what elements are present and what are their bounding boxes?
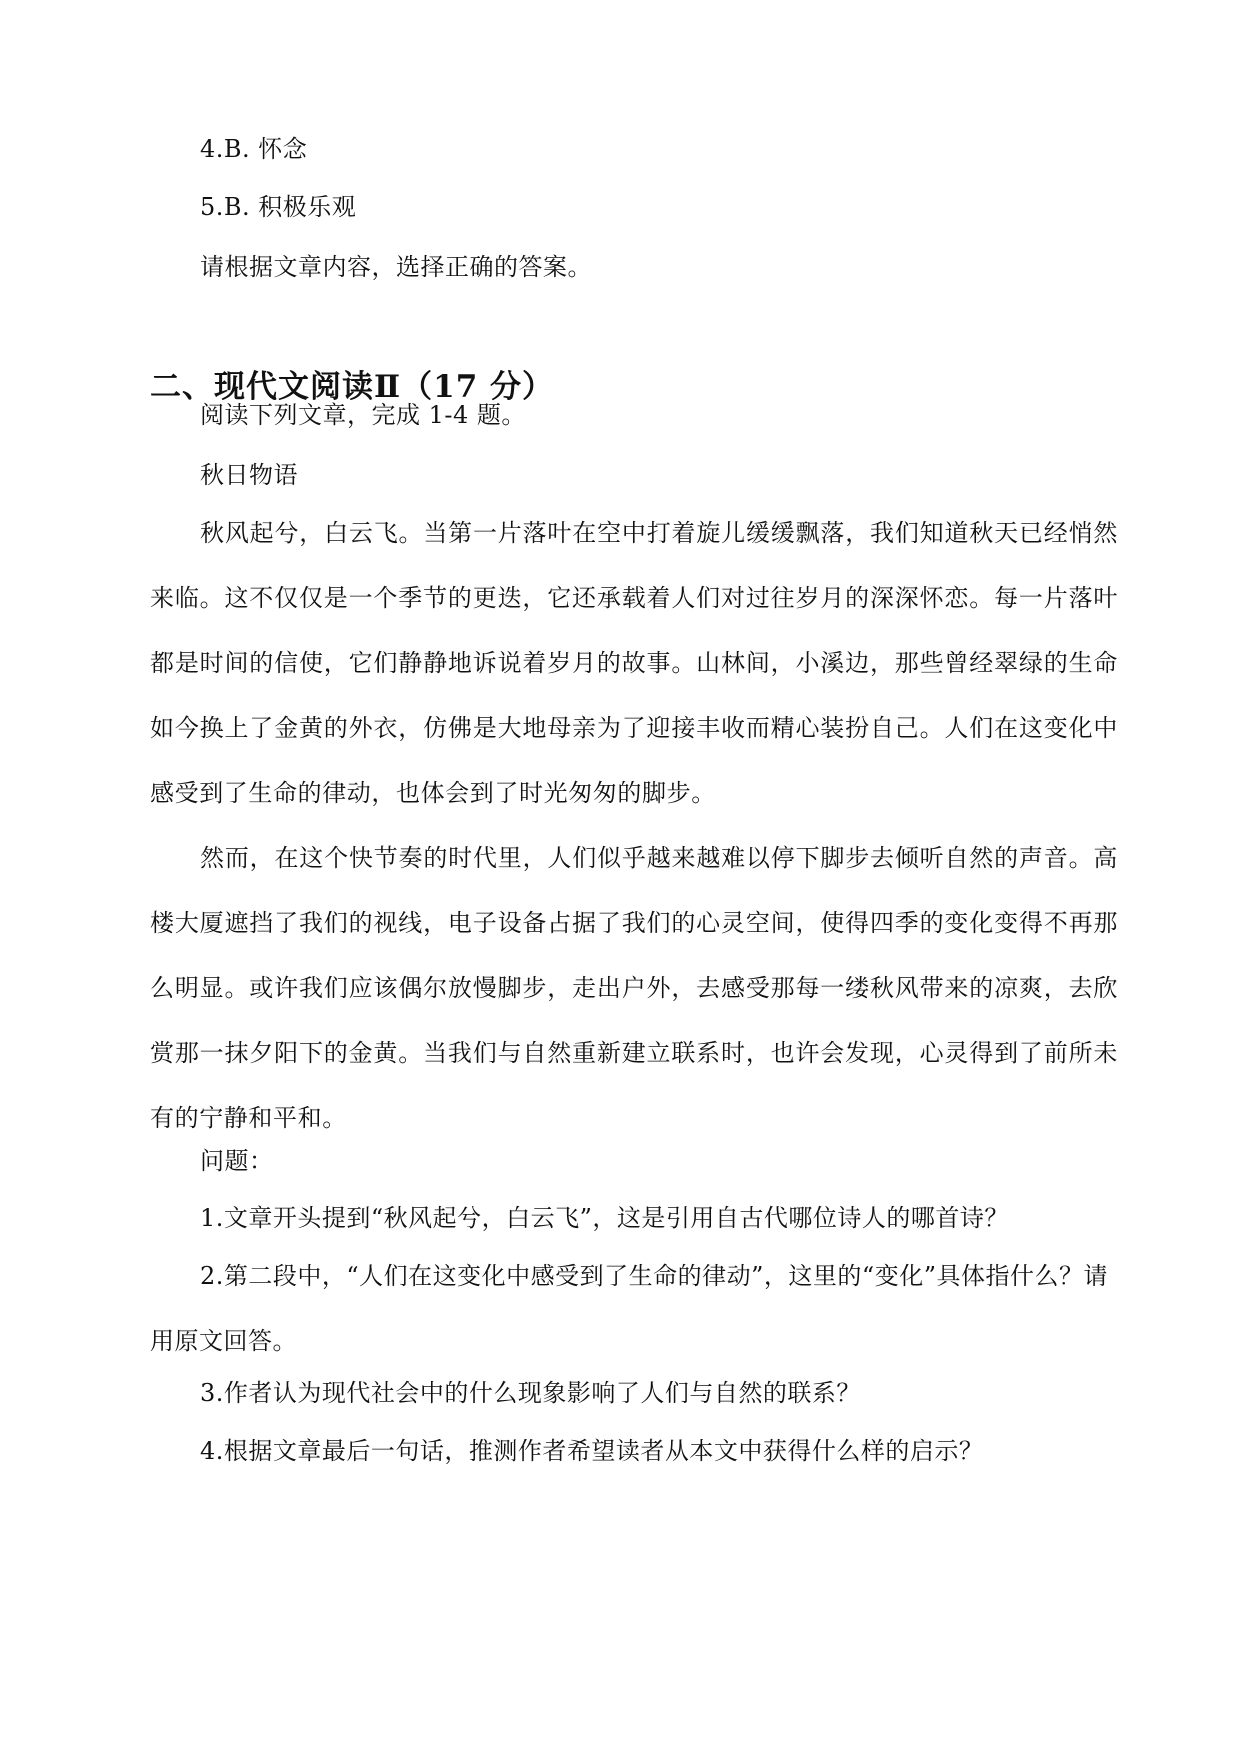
article-title: 秋日物语 xyxy=(200,461,298,489)
question-3: 3.作者认为现代社会中的什么现象影响了人们与自然的联系？ xyxy=(200,1379,861,1407)
article-paragraph-1: 秋风起兮，白云飞。当第一片落叶在空中打着旋儿缓缓飘落，我们知道秋天已经悄然来临。这不仅仅是一个季节的更迭，它还承载着人们对过往岁月的深深怀恋。每一片落叶都是时间的信使，它们静静地诉说着岁月的故事。山林间，小溪边，那些曾经翠绿的生命如今换上了金黄的外衣，仿佛是大地母亲为了迎接丰收而精心装扮自己。人们在这变化中感受到了生命的律动，也体会到了时光匆匆的脚步。 xyxy=(150,519,1118,807)
answer-line-5: 5.B. 积极乐观 xyxy=(200,193,357,221)
question-4: 4.根据文章最后一句话，推测作者希望读者从本文中获得什么样的启示？ xyxy=(200,1437,984,1465)
reading-instruction: 阅读下列文章，完成 1-4 题。 xyxy=(200,401,526,429)
section-heading: 二、现代文阅读Ⅱ（17 分） xyxy=(150,369,555,405)
answer-instruction: 请根据文章内容，选择正确的答案。 xyxy=(200,253,592,281)
questions-label: 问题： xyxy=(200,1147,274,1175)
question-1: 1.文章开头提到“秋风起兮，白云飞”，这是引用自古代哪位诗人的哪首诗？ xyxy=(200,1204,1009,1232)
question-2: 2.第二段中，“人们在这变化中感受到了生命的律动”，这里的“变化”具体指什么？请用原文回答。 xyxy=(150,1262,1108,1355)
answer-line-4: 4.B. 怀念 xyxy=(200,135,308,163)
article-paragraph-2: 然而，在这个快节奏的时代里，人们似乎越来越难以停下脚步去倾听自然的声音。高楼大厦遮挡了我们的视线，电子设备占据了我们的心灵空间，使得四季的变化变得不再那么明显。或许我们应该偶尔放慢脚步，走出户外，去感受那每一缕秋风带来的凉爽，去欣赏那一抹夕阳下的金黄。当我们与自然重新建立联系时，也许会发现，心灵得到了前所未有的宁静和平和。 xyxy=(150,844,1118,1132)
